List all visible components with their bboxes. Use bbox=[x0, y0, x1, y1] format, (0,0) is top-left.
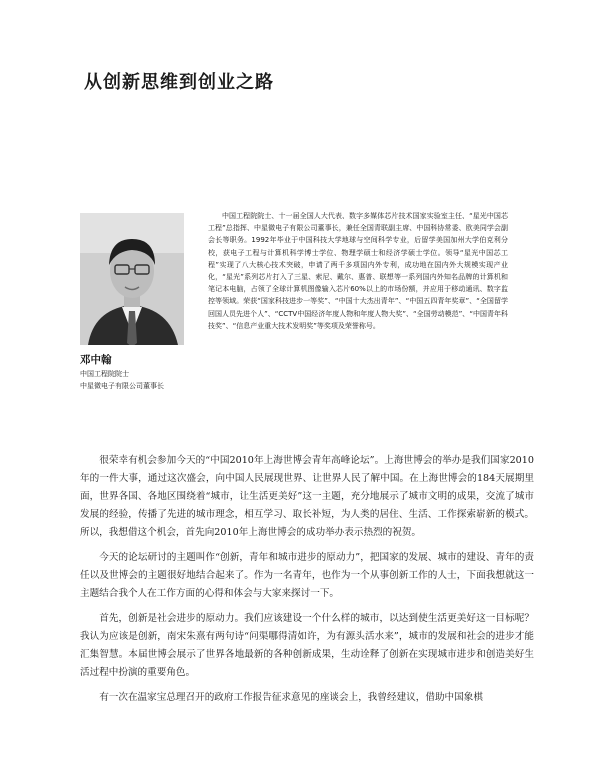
body-paragraph: 首先，创新是社会进步的原动力。我们应该建设一个什么样的城市，以达到使生活更美好这一目标呢？我认为应该是创新，南宋朱熹有两句诗“问渠哪得清如许，为有源头活水来”，城市的发展和社会的进步才能汇集智慧。本届世博会展示了世界各地最新的各种创新成果，生动诠释了创新在实现城市进步和创造美好生活过程中扮演的重要角色。 bbox=[80, 613, 534, 678]
body-paragraph: 有一次在温家宝总理召开的政府工作报告征求意见的座谈会上，我曾经建议，借助中国象棋 bbox=[99, 692, 483, 703]
author-bio: 中国工程院院士、十一届全国人大代表、数字多媒体芯片技术国家实验室主任、“星光中国芯工程”总指挥、中星微电子有限公司董事长，兼任全国青联副主席、中国科协常委、欧美同学会副会长等职务。1992年毕业于中国科技大学地球与空间科学专业，后留学美国加州大学伯克利分校，获电子工程与计算机科学博士学位、物理学硕士和经济学硕士学位。领导“星光中国芯工程”实现了八大核心技术突破，申请了两千多项国内外专利，成功地在国内外大规模实现产业化，“星光”系列芯片打入了三星、索尼、戴尔、惠普、联想等一系列国内外知名品牌的计算机和笔记本电脑，占领了全球计算机图像输入芯片60%以上的市场份额，并应用于移动通讯、数字监控等领域。荣获“国家科技进步一等奖”、“中国十大杰出青年”、“中国五四青年奖章”、“全国留学回国人员先进个人”、“CCTV中国经济年度人物和年度人物大奖”、“全国劳动模范”、“中国青年科技奖”、“信息产业重大技术发明奖”等奖项及荣誉称号。 bbox=[208, 212, 508, 330]
author-name: 邓中翰 bbox=[80, 354, 112, 366]
body-paragraph: 今天的论坛研讨的主题叫作“创新，青年和城市进步的原动力”，把国家的发展、城市的建设、青年的责任以及世博会的主题很好地结合起来了。作为一名青年，也作为一个从事创新工作的人士，下面我想就这一主题结合我个人在工作方面的心得和体会与大家来探讨一下。 bbox=[80, 552, 534, 599]
article-title: 从创新思维到创业之路 bbox=[84, 72, 274, 93]
portrait-illustration bbox=[80, 213, 184, 345]
author-portrait bbox=[80, 213, 184, 345]
affiliation-line: 中国工程院院士 bbox=[80, 370, 129, 378]
body-paragraph: 很荣幸有机会参加今天的“中国2010年上海世博会青年高峰论坛”。上海世博会的举办是我们国家2010年的一件大事，通过这次盛会，向中国人民展现世界、让世界人民了解中国。在上海世博会的184天展期里面，世界各国、各地区围绕着“城市，让生活更美好”这一主题，充分地展示了城市文明的成果，交流了城市发展的经验，传播了先进的城市理念，相互学习、取长补短，为人类的居住、生活、工作探索崭新的模式。所以，我想借这个机会，首先向2010年上海世博会的成功举办表示热烈的祝贺。 bbox=[80, 455, 534, 538]
author-affiliation bbox=[80, 368, 200, 392]
affiliation-line: 中星微电子有限公司董事长 bbox=[80, 382, 164, 390]
article-body bbox=[80, 452, 534, 714]
